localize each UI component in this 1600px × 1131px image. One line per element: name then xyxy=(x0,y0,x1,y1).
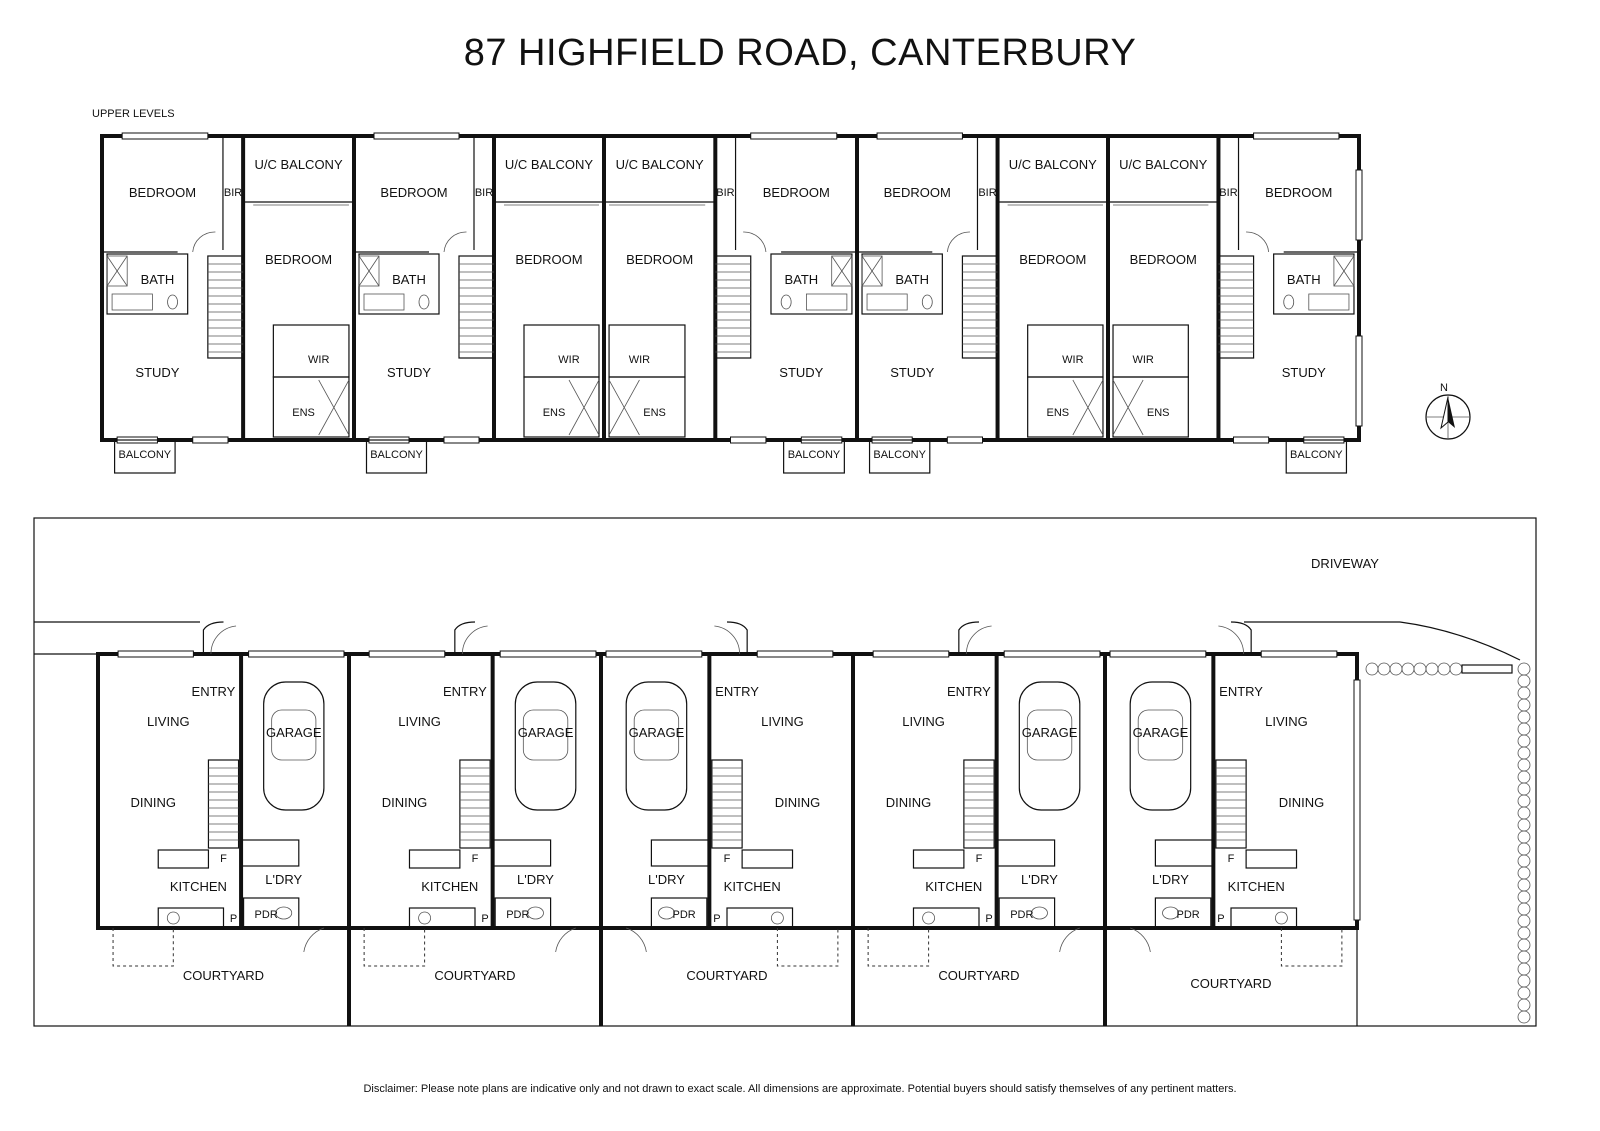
bath-label: BATH xyxy=(140,272,175,287)
ens-label: ENS xyxy=(1146,407,1170,419)
kitchen-label: KITCHEN xyxy=(925,879,983,894)
balcony-label: BALCONY xyxy=(873,449,926,461)
fridge-label: F xyxy=(220,853,227,865)
pantry-label: P xyxy=(985,913,993,925)
kitchen-label: KITCHEN xyxy=(1227,879,1285,894)
wir-label: WIR xyxy=(1062,354,1084,366)
ens-label: ENS xyxy=(292,407,315,419)
ens-label: ENS xyxy=(542,407,566,419)
bir-label: BIR xyxy=(978,187,997,199)
powder-label: PDR xyxy=(1176,909,1200,921)
pantry-label: P xyxy=(229,913,238,925)
ground-floor-plan xyxy=(34,518,1536,1026)
uc-balcony-label: U/C BALCONY xyxy=(615,157,704,172)
balcony-label: BALCONY xyxy=(787,449,841,461)
powder-label: PDR xyxy=(254,909,278,921)
dining-label: DINING xyxy=(130,795,176,810)
upper-levels-heading: UPPER LEVELS xyxy=(92,108,175,120)
garage-label: GARAGE xyxy=(517,725,574,740)
courtyard-label: COURTYARD xyxy=(938,968,1020,983)
entry-label: ENTRY xyxy=(191,684,236,699)
living-label: LIVING xyxy=(398,714,441,729)
laundry-label: L'DRY xyxy=(517,872,554,887)
kitchen-label: KITCHEN xyxy=(169,879,227,894)
entry-label: ENTRY xyxy=(1219,684,1263,699)
bedroom-label: BEDROOM xyxy=(1019,252,1087,267)
upper-levels-plan xyxy=(102,133,1362,473)
pantry-label: P xyxy=(1217,913,1225,925)
balcony-label: BALCONY xyxy=(118,449,172,461)
bedroom-label: BEDROOM xyxy=(626,252,694,267)
pantry-label: P xyxy=(713,913,721,925)
page-title: 87 HIGHFIELD ROAD, CANTERBURY xyxy=(463,32,1137,74)
bedroom-label: BEDROOM xyxy=(380,185,448,200)
disclaimer-text: Disclaimer: Please note plans are indicative only and not drawn to exact scale. All dimensions are approximate. Potential buyers should satisfy themselves of any pertinent matters. xyxy=(363,1083,1237,1095)
dining-label: DINING xyxy=(774,795,821,810)
bedroom-label: BEDROOM xyxy=(1265,185,1333,200)
powder-label: PDR xyxy=(506,909,530,921)
bedroom-label: BEDROOM xyxy=(1129,252,1197,267)
living-label: LIVING xyxy=(761,714,804,729)
laundry-label: L'DRY xyxy=(648,872,685,887)
pantry-label: P xyxy=(481,913,489,925)
bedroom-label: BEDROOM xyxy=(128,185,197,200)
powder-label: PDR xyxy=(672,909,696,921)
kitchen-label: KITCHEN xyxy=(421,879,479,894)
study-label: STUDY xyxy=(779,365,824,380)
wir-label: WIR xyxy=(308,354,330,366)
bedroom-label: BEDROOM xyxy=(762,185,830,200)
bir-label: BIR xyxy=(223,187,243,199)
bath-label: BATH xyxy=(784,272,819,287)
wir-label: WIR xyxy=(558,354,580,366)
living-label: LIVING xyxy=(146,714,190,729)
north-compass-icon xyxy=(1426,382,1470,439)
fridge-label: F xyxy=(723,853,731,865)
garage-label: GARAGE xyxy=(265,725,322,740)
uc-balcony-label: U/C BALCONY xyxy=(254,157,343,172)
laundry-label: L'DRY xyxy=(265,872,303,887)
garage-label: GARAGE xyxy=(1021,725,1078,740)
powder-label: PDR xyxy=(1010,909,1034,921)
compass-north-label: N xyxy=(1440,382,1448,394)
bir-label: BIR xyxy=(1219,187,1238,199)
bath-label: BATH xyxy=(392,272,426,287)
wir-label: WIR xyxy=(628,354,651,366)
fridge-label: F xyxy=(471,853,479,865)
entry-label: ENTRY xyxy=(715,684,759,699)
dining-label: DINING xyxy=(381,795,428,810)
garage-label: GARAGE xyxy=(628,725,685,740)
laundry-label: L'DRY xyxy=(1021,872,1058,887)
fridge-label: F xyxy=(1227,853,1235,865)
laundry-label: L'DRY xyxy=(1152,872,1189,887)
kitchen-label: KITCHEN xyxy=(723,879,781,894)
study-label: STUDY xyxy=(890,365,935,380)
living-label: LIVING xyxy=(1265,714,1308,729)
courtyard-label: COURTYARD xyxy=(1190,976,1272,991)
garage-label: GARAGE xyxy=(1132,725,1189,740)
uc-balcony-label: U/C BALCONY xyxy=(1119,157,1208,172)
uc-balcony-label: U/C BALCONY xyxy=(504,157,594,172)
bir-label: BIR xyxy=(716,187,735,199)
bedroom-label: BEDROOM xyxy=(264,252,333,267)
bedroom-label: BEDROOM xyxy=(515,252,583,267)
dining-label: DINING xyxy=(885,795,932,810)
balcony-label: BALCONY xyxy=(370,449,423,461)
study-label: STUDY xyxy=(386,365,432,380)
study-label: STUDY xyxy=(135,365,180,380)
living-label: LIVING xyxy=(902,714,945,729)
courtyard-label: COURTYARD xyxy=(434,968,516,983)
courtyard-label: COURTYARD xyxy=(686,968,768,983)
dining-label: DINING xyxy=(1278,795,1325,810)
bath-label: BATH xyxy=(895,272,930,287)
bath-label: BATH xyxy=(1286,272,1321,287)
ens-label: ENS xyxy=(1046,407,1070,419)
bedroom-label: BEDROOM xyxy=(883,185,951,200)
bir-label: BIR xyxy=(474,187,494,199)
entry-label: ENTRY xyxy=(443,684,487,699)
study-label: STUDY xyxy=(1281,365,1326,380)
balcony-label: BALCONY xyxy=(1290,449,1343,461)
driveway-label: DRIVEWAY xyxy=(1311,556,1379,571)
courtyard-label: COURTYARD xyxy=(182,968,265,983)
fridge-label: F xyxy=(975,853,983,865)
wir-label: WIR xyxy=(1132,354,1154,366)
uc-balcony-label: U/C BALCONY xyxy=(1008,157,1097,172)
entry-label: ENTRY xyxy=(947,684,991,699)
ens-label: ENS xyxy=(643,407,666,419)
